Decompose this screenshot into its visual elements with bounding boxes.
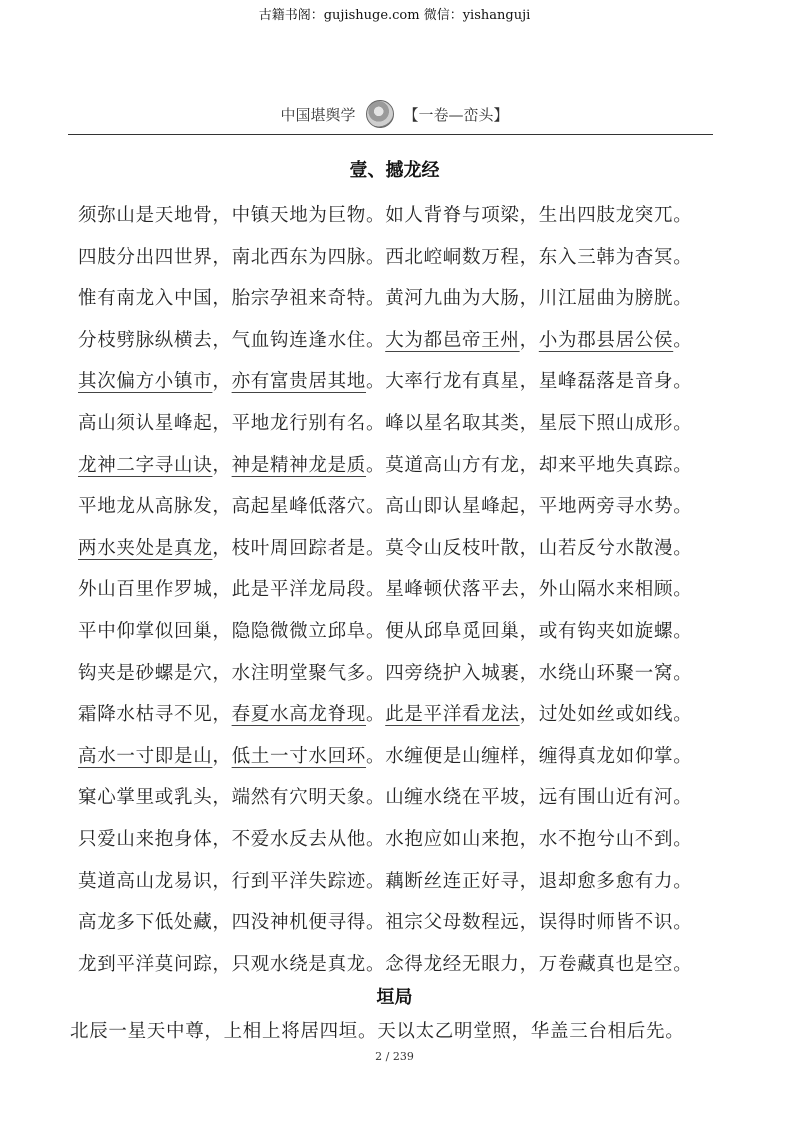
verse-line: 惟有南龙入中国，胎宗孕祖来奇特。黄河九曲为大肠，川江屈曲为膀胱。 [78,288,693,310]
underlined-phrase: 龙神二字寻山诀 [78,454,213,476]
verse-line: 外山百里作罗城，此是平洋龙局段。星峰顿伏落平去，外山隔水来相顾。 [78,579,693,601]
seal-emblem-icon [366,100,394,128]
underlined-phrase: 亦有富贵居其地 [231,371,367,393]
verse-line: 高山须认星峰起，平地龙行别有名。峰以星名取其类，星辰下照山成形。 [78,412,693,434]
verse-line: 只爱山来抱身体，不爱水反去从他。水抱应如山来抱，水不抱兮山不到。 [78,828,693,850]
verse-line: 钩夹是砂螺是穴，水注明堂聚气多。四旁绕护入城裹，水绕山环聚一窝。 [78,662,693,684]
verse-line: 其次偏方小镇市，亦有富贵居其地。大率行龙有真星，星峰磊落是音身。 [78,371,693,393]
book-title: 中国堪舆学 [280,105,356,124]
verse-line: 龙到平洋莫问踪，只观水绕是真龙。念得龙经无眼力，万卷藏真也是空。 [78,953,693,975]
header-rule [68,134,713,135]
underlined-phrase: 小为郡县居公侯 [538,329,674,351]
section-title: 壹、撼龙经 [349,160,440,181]
underlined-phrase: 高水一寸即是山 [78,745,213,767]
verse-body [78,195,718,985]
watermark-text: 古籍书阁：gujishuge.com 微信：yishanguji [258,8,531,23]
verse-line: 分枝劈脉纵横去，气血钩连逢水住。大为都邑帝王州，小为郡县居公侯。 [78,329,693,351]
verse-line: 莫道高山龙易识，行到平洋失踪迹。藕断丝连正好寻，退却愈多愈有力。 [78,870,693,892]
verse-line: 窠心掌里或乳头，端然有穴明天象。山缠水绕在平坡，远有围山近有河。 [78,787,693,809]
verse-line: 高水一寸即是山，低土一寸水回环。水缠便是山缠样，缠得真龙如仰掌。 [78,745,693,767]
verse-line: 须弥山是天地骨，中镇天地为巨物。如人背脊与项梁，生出四肢龙突兀。 [78,205,693,226]
underlined-phrase: 神是精神龙是质 [231,454,367,476]
underlined-phrase: 其次偏方小镇市 [78,371,213,393]
subsection-title: 垣局 [376,987,413,1008]
verse-line: 两水夹处是真龙，枝叶周回踪者是。莫令山反枝叶散，山若反兮水散漫。 [78,537,693,559]
verse-line-last: 北辰一星天中尊，上相上将居四垣。天以太乙明堂照，华盖三台相后先。 [70,1021,685,1042]
verse-line: 四肢分出四世界，南北西东为四脉。西北崆峒数万程，东入三韩为杳冥。 [78,246,693,268]
verse-line: 平中仰掌似回巢，隐隐微微立邱阜。便从邱阜觅回巢，或有钩夹如旋螺。 [78,620,693,642]
verse-line: 龙神二字寻山诀，神是精神龙是质。莫道高山方有龙，却来平地失真踪。 [78,454,693,476]
underlined-phrase: 大为都邑帝王州 [385,329,520,351]
underlined-phrase: 两水夹处是真龙 [78,537,213,559]
verse-line: 平地龙从高脉发，高起星峰低落穴。高山即认星峰起，平地两旁寻水势。 [78,496,693,518]
underlined-phrase: 春夏水高龙脊现 [231,704,367,726]
verse-line: 高龙多下低处藏，四没神机便寻得。祖宗父母数程远，误得时师皆不识。 [78,912,693,934]
page-number: 2 / 239 [375,1050,414,1063]
volume-label: 【一卷—峦头】 [403,105,509,124]
running-head [0,100,789,128]
underlined-phrase: 低土一寸水回环 [231,745,367,767]
verse-line: 霜降水枯寻不见，春夏水高龙脊现。此是平洋看龙法，过处如丝或如线。 [78,704,693,726]
underlined-phrase: 此是平洋看龙法 [385,704,520,726]
